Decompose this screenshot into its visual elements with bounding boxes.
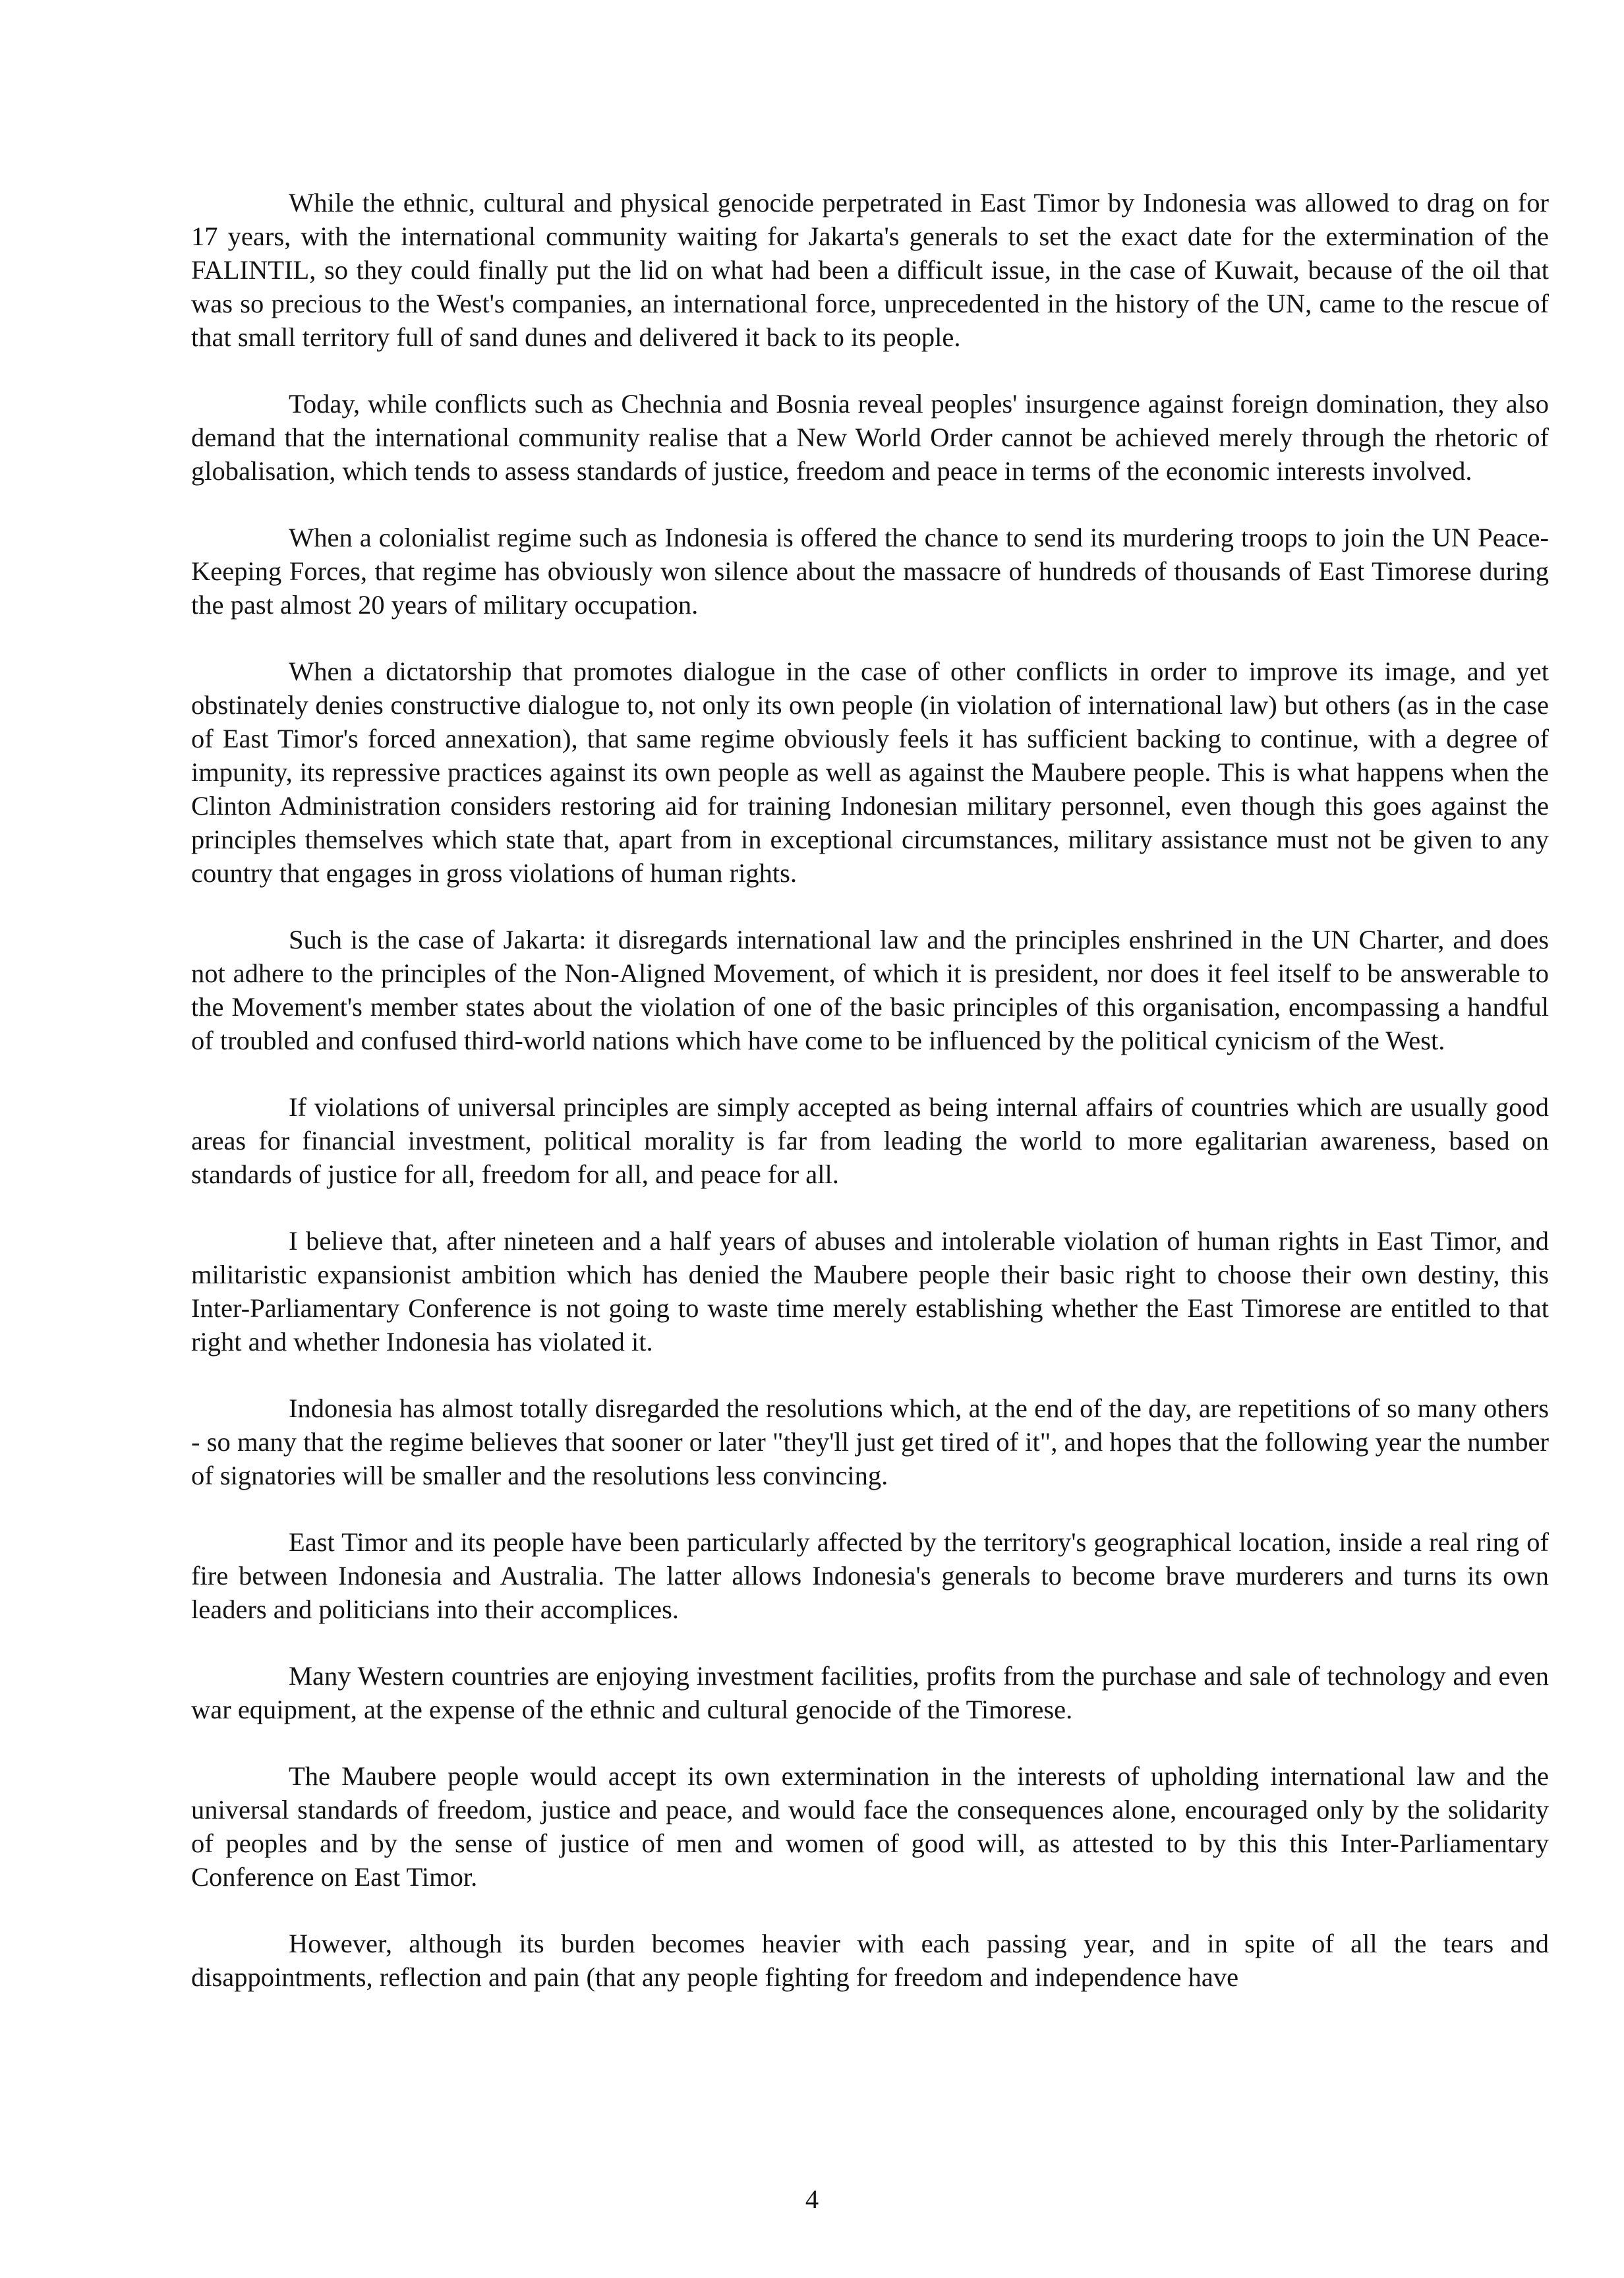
paragraph-7: I believe that, after nineteen and a half years of abuses and intolerable violation of human rights in East Timor, and militaristic expansionist ambition which has denied the Maubere people their basic right to choose their own destiny, this Inter-Parliamentary Conference is not going to waste time merely establishing whether the East Timorese are entitled to that right and whether Indonesia has violated it.: [191, 1226, 1549, 1357]
paragraph-12: However, although its burden becomes heavier with each passing year, and in spite of all the tears and disappointments, reflection and pain (that any people fighting for freedom and independence have: [191, 1929, 1549, 1992]
page-number: 4: [805, 2184, 819, 2214]
paragraph-11: The Maubere people would accept its own extermination in the interests of upholding international law and the universal standards of freedom, justice and peace, and would face the consequences alone, encouraged only by the solidarity of peoples and by the sense of justice of men and women of good will, as attested to by this this Inter-Parliamentary Conference on East Timor.: [191, 1761, 1549, 1892]
paragraph-10: Many Western countries are enjoying investment facilities, profits from the purchase and sale of technology and even war equipment, at the expense of the ethnic and cultural genocide of the Timorese.: [191, 1661, 1549, 1724]
paragraph-9: East Timor and its people have been particularly affected by the territory's geographical location, inside a real ring of fire between Indonesia and Australia. The latter allows Indonesia's generals to become brave murderers and turns its own leaders and politicians into their accomplices.: [191, 1527, 1549, 1624]
paragraph-6: If violations of universal principles are simply accepted as being internal affairs of countries which are usually good areas for financial investment, political morality is far from leading the world to more egalitarian awareness, based on standards of justice for all, freedom for all, and peace for all.: [191, 1092, 1549, 1189]
paragraph-4: When a dictatorship that promotes dialogue in the case of other conflicts in order to improve its image, and yet obstinately denies constructive dialogue to, not only its own people (in violation of international law) but others (as in the case of East Timor's forced annexation), that same regime obviously feels it has sufficient backing to continue, with a degree of impunity, its repressive practices against its own people as well as against the Maubere people. This is what happens when the Clinton Administration considers restoring aid for training Indonesian military personnel, even though this goes against the principles themselves which state that, apart from in exceptional circumstances, military assistance must not be given to any country that engages in gross violations of human rights.: [191, 657, 1549, 888]
paragraph-1: While the ethnic, cultural and physical genocide perpetrated in East Timor by Indonesia was allowed to drag on for 17 years, with the international community waiting for Jakarta's generals to set the exact date for the extermination of the FALINTIL, so they could finally put the lid on what had been a difficult issue, in the case of Kuwait, because of the oil that was so precious to the West's companies, an international force, unprecedented in the history of the UN, came to the rescue of that small territory full of sand dunes and delivered it back to its people.: [191, 188, 1549, 352]
paragraph-2: Today, while conflicts such as Chechnia and Bosnia reveal peoples' insurgence against foreign domination, they also demand that the international community realise that a New World Order cannot be achieved merely through the rhetoric of globalisation, which tends to assess standards of justice, freedom and peace in terms of the economic interests involved.: [191, 389, 1549, 486]
paragraph-5: Such is the case of Jakarta: it disregards international law and the principles enshrined in the UN Charter, and does not adhere to the principles of the Non-Aligned Movement, of which it is president, nor does it feel itself to be answerable to the Movement's member states about the violation of one of the basic principles of this organisation, encompassing a handful of troubled and confused third-world nations which have come to be influenced by the political cynicism of the West.: [191, 925, 1549, 1055]
paragraph-3: When a colonialist regime such as Indonesia is offered the chance to send its murdering troops to join the UN Peace-Keeping Forces, that regime has obviously won silence about the massacre of hundreds of thousands of East Timorese during the past almost 20 years of military occupation.: [191, 523, 1549, 620]
document-body: [191, 186, 1549, 1994]
paragraph-8: Indonesia has almost totally disregarded the resolutions which, at the end of the day, are repetitions of so many others - so many that the regime believes that sooner or later "they'll just get tired of it", and hopes that the following year the number of signatories will be smaller and the resolutions less convincing.: [191, 1393, 1549, 1490]
